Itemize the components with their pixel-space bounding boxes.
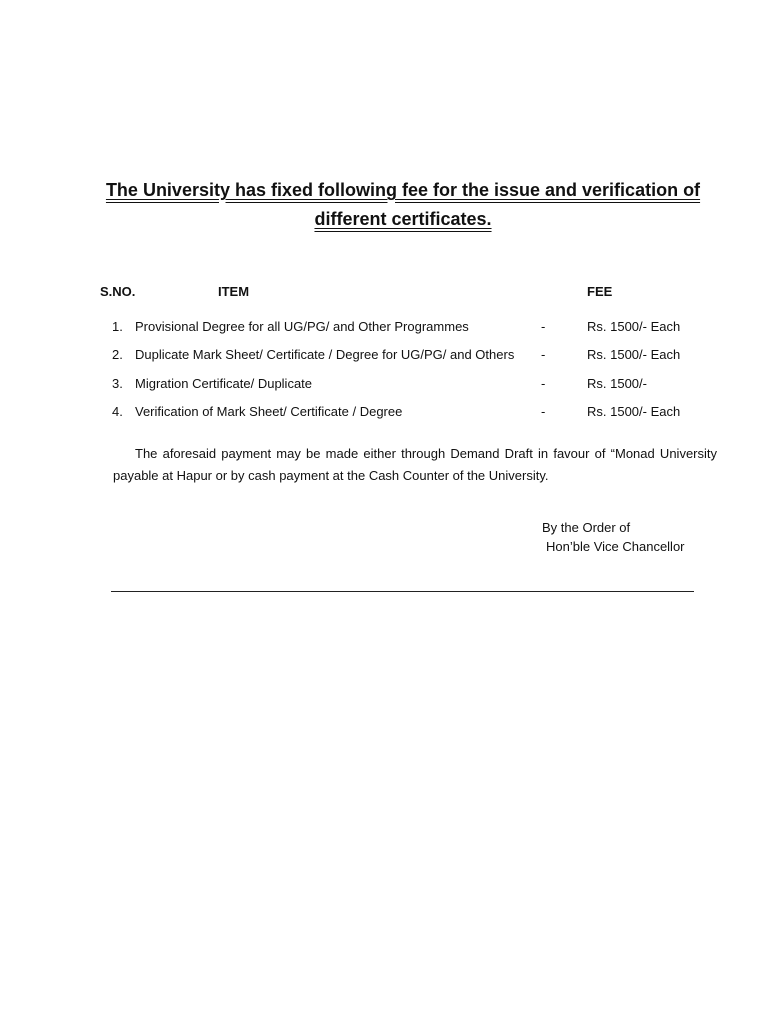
row-item: Migration Certificate/ Duplicate xyxy=(135,376,313,391)
fee-row xyxy=(0,376,768,396)
signature-line-2: Hon’ble Vice Chancellor xyxy=(546,539,685,554)
bottom-divider xyxy=(111,591,694,592)
row-fee: Rs. 1500/- Each xyxy=(587,347,681,362)
header-sno: S.NO. xyxy=(100,284,136,299)
header-item: ITEM xyxy=(218,284,250,299)
row-dash: - xyxy=(541,319,546,334)
row-item: Duplicate Mark Sheet/ Certificate / Degree for UG/PG/ and Others xyxy=(135,347,515,362)
notice-title: The University has fixed following fee for the issue and verification of different certificates. xyxy=(105,180,701,229)
row-dash: - xyxy=(541,404,546,419)
fee-row xyxy=(0,404,768,424)
row-number: 2. xyxy=(112,347,123,362)
row-fee: Rs. 1500/- Each xyxy=(587,319,681,334)
row-number: 1. xyxy=(112,319,123,334)
row-dash: - xyxy=(541,376,546,391)
row-dash: - xyxy=(541,347,546,362)
row-fee: Rs. 1500/- xyxy=(587,376,647,391)
row-number: 3. xyxy=(112,376,123,391)
row-number: 4. xyxy=(112,404,123,419)
payment-paragraph: The aforesaid payment may be made either through Demand Draft in favour of “Monad University payable at Hapur or by cash payment at the Cash Counter of the University. xyxy=(113,446,717,483)
signature-line-1: By the Order of xyxy=(542,520,631,535)
row-item: Provisional Degree for all UG/PG/ and Other Programmes xyxy=(135,319,469,334)
fee-row xyxy=(0,347,768,367)
row-fee: Rs. 1500/- Each xyxy=(587,404,681,419)
row-item: Verification of Mark Sheet/ Certificate / Degree xyxy=(135,404,403,419)
header-fee: FEE xyxy=(587,284,613,299)
fee-row xyxy=(0,319,768,339)
